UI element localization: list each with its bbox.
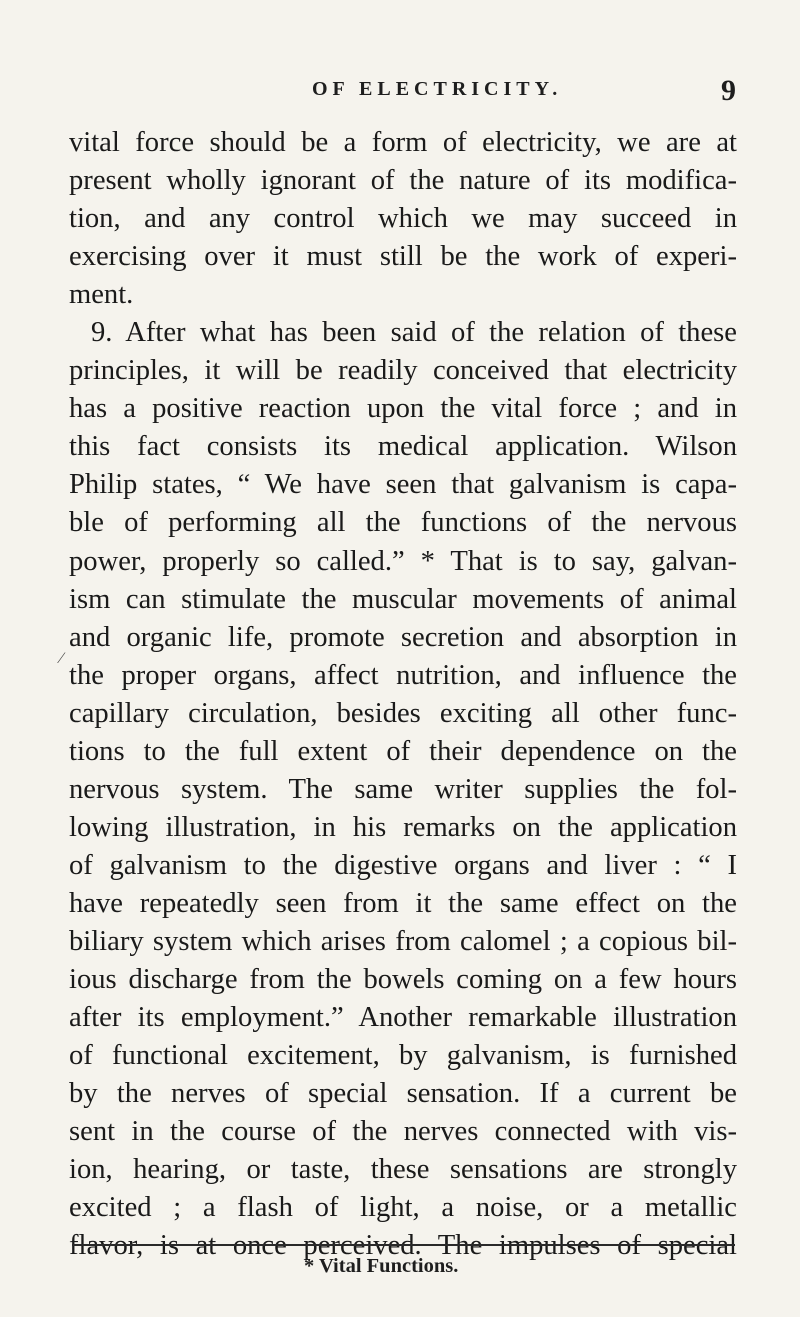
text-line: present wholly ignorant of the nature of its modifica-: [69, 165, 737, 197]
text-line: excited ; a flash of light, a noise, or a metallic: [69, 1192, 737, 1224]
text-line: the proper organs, affect nutrition, and influence the: [69, 659, 737, 691]
text-line: of galvanism to the digestive organs and liver : “ I: [69, 849, 737, 881]
text-line: exercising over it must still be the work of experi-: [69, 241, 737, 273]
text-line: tions to the full extent of their dependence on the: [69, 735, 737, 767]
margin-pencil-mark: ⁄: [60, 650, 63, 667]
running-title: OF ELECTRICITY.: [312, 78, 563, 100]
text-line: tion, and any control which we may succeed in: [69, 203, 737, 235]
text-line: ion, hearing, or taste, these sensations are strongly: [69, 1154, 737, 1186]
text-line: ble of performing all the functions of the nervous: [69, 507, 737, 539]
text-line: capillary circulation, besides exciting all other func-: [69, 697, 737, 729]
text-line: has a positive reaction upon the vital force ; and in: [69, 393, 737, 425]
text-line: ism can stimulate the muscular movements of animal: [69, 583, 737, 615]
text-line: sent in the course of the nerves connected with vis-: [69, 1116, 737, 1148]
text-line: nervous system. The same writer supplies the fol-: [69, 773, 737, 805]
paragraph-start-line: 9. After what has been said of the relation of these: [91, 317, 737, 349]
body-text: [69, 124, 737, 1265]
text-line: by the nerves of special sensation. If a current be: [69, 1078, 737, 1110]
text-line: and organic life, promote secretion and absorption in: [69, 621, 737, 653]
page-number: 9: [721, 74, 736, 107]
text-line: biliary system which arises from calomel ; a copious bil-: [69, 925, 737, 957]
footnote-rule: [72, 1244, 735, 1246]
text-line: flavor, is at once perceived. The impulses of special: [69, 1230, 737, 1262]
text-line: ious discharge from the bowels coming on a few hours: [69, 964, 737, 996]
text-line: ment.: [69, 279, 134, 311]
text-line: of functional excitement, by galvanism, is furnished: [69, 1040, 737, 1072]
text-line: lowing illustration, in his remarks on the application: [69, 811, 737, 843]
text-line: this fact consists its medical application. Wilson: [69, 431, 737, 463]
text-line: power, properly so called.” * That is to say, galvan-: [69, 545, 737, 577]
footnote: * Vital Functions.: [304, 1255, 459, 1277]
text-line: principles, it will be readily conceived that electricity: [69, 355, 737, 387]
text-line: have repeatedly seen from it the same effect on the: [69, 887, 737, 919]
text-line: after its employment.” Another remarkable illustration: [69, 1002, 737, 1034]
text-line: vital force should be a form of electricity, we are at: [69, 127, 737, 158]
text-line: Philip states, “ We have seen that galvanism is capa-: [69, 469, 737, 501]
